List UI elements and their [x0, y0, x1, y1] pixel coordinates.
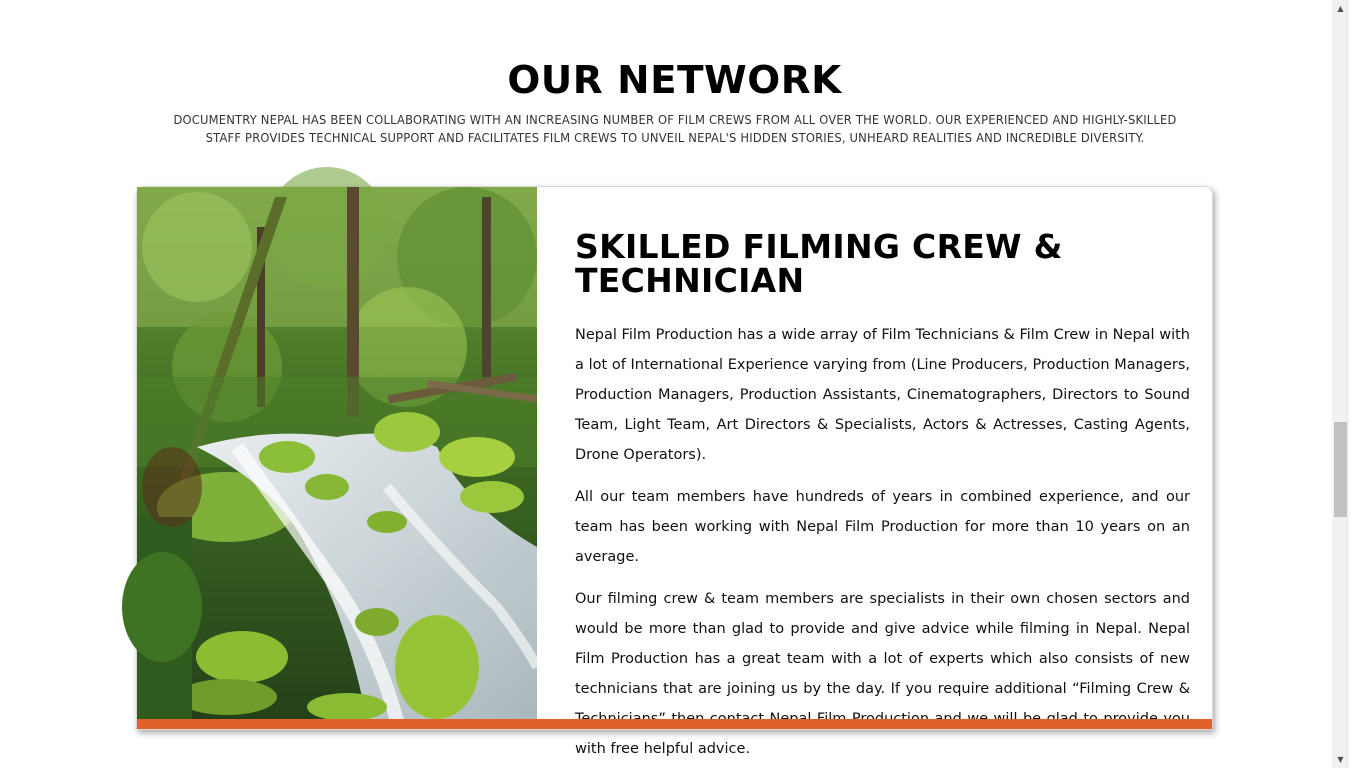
- scrollbar[interactable]: [1332, 0, 1349, 768]
- triangle-down-icon[interactable]: ▼: [1337, 755, 1344, 764]
- triangle-up-icon[interactable]: ▲: [1337, 4, 1344, 13]
- scrollbar-thumb[interactable]: [1334, 422, 1347, 517]
- section-description: DOCUMENTRY NEPAL HAS BEEN COLLABORATING WITH AN INCREASING NUMBER OF FILM CREWS FROM ALL OVER THE WORLD. OUR EXPERIENCED AND HIGHLY-SKILLED STAFF PROVIDES TECHNICAL SUPPORT AND FACILITATES FILM CREWS TO UNVEIL NEPAL'S HIDDEN STORIES, UNHEARD REALITIES AND INCREDIBLE DIVERSITY.: [173, 113, 1177, 145]
- card-paragraph: All our team members have hundreds of years in combined experience, and our team has been working with Nepal Film Production for more than 10 years on an average.: [575, 489, 1190, 565]
- crew-card: [136, 186, 1213, 757]
- card-paragraph: Nepal Film Production has a wide array of Film Technicians & Film Crew in Nepal with a lot of International Experience varying from (Line Producers, Production Managers, Production Managers, Production Assistants, Cinematographers, Directors to Sound Team, Light Team, Art Directors & Specialists, Actors & Actresses, Casting Agents, Drone Operators).: [575, 327, 1190, 463]
- card-paragraph: Our filming crew & team members are specialists in their own chosen sectors and would be more than glad to provide and give advice while filming in Nepal. Nepal Film Production has a great team with a lot of experts which also consists of new technicians that are joining us by the day. If you require additional “Filming Crew & with free helpful advice.: [575, 591, 1190, 757]
- card-body: [575, 187, 1190, 764]
- section-title: OUR NETWORK: [507, 58, 842, 102]
- card-title: SKILLED FILMING CREW & TECHNICIAN: [575, 227, 1063, 300]
- forest-stream-image: [137, 187, 537, 721]
- accent-bar: [137, 719, 1212, 729]
